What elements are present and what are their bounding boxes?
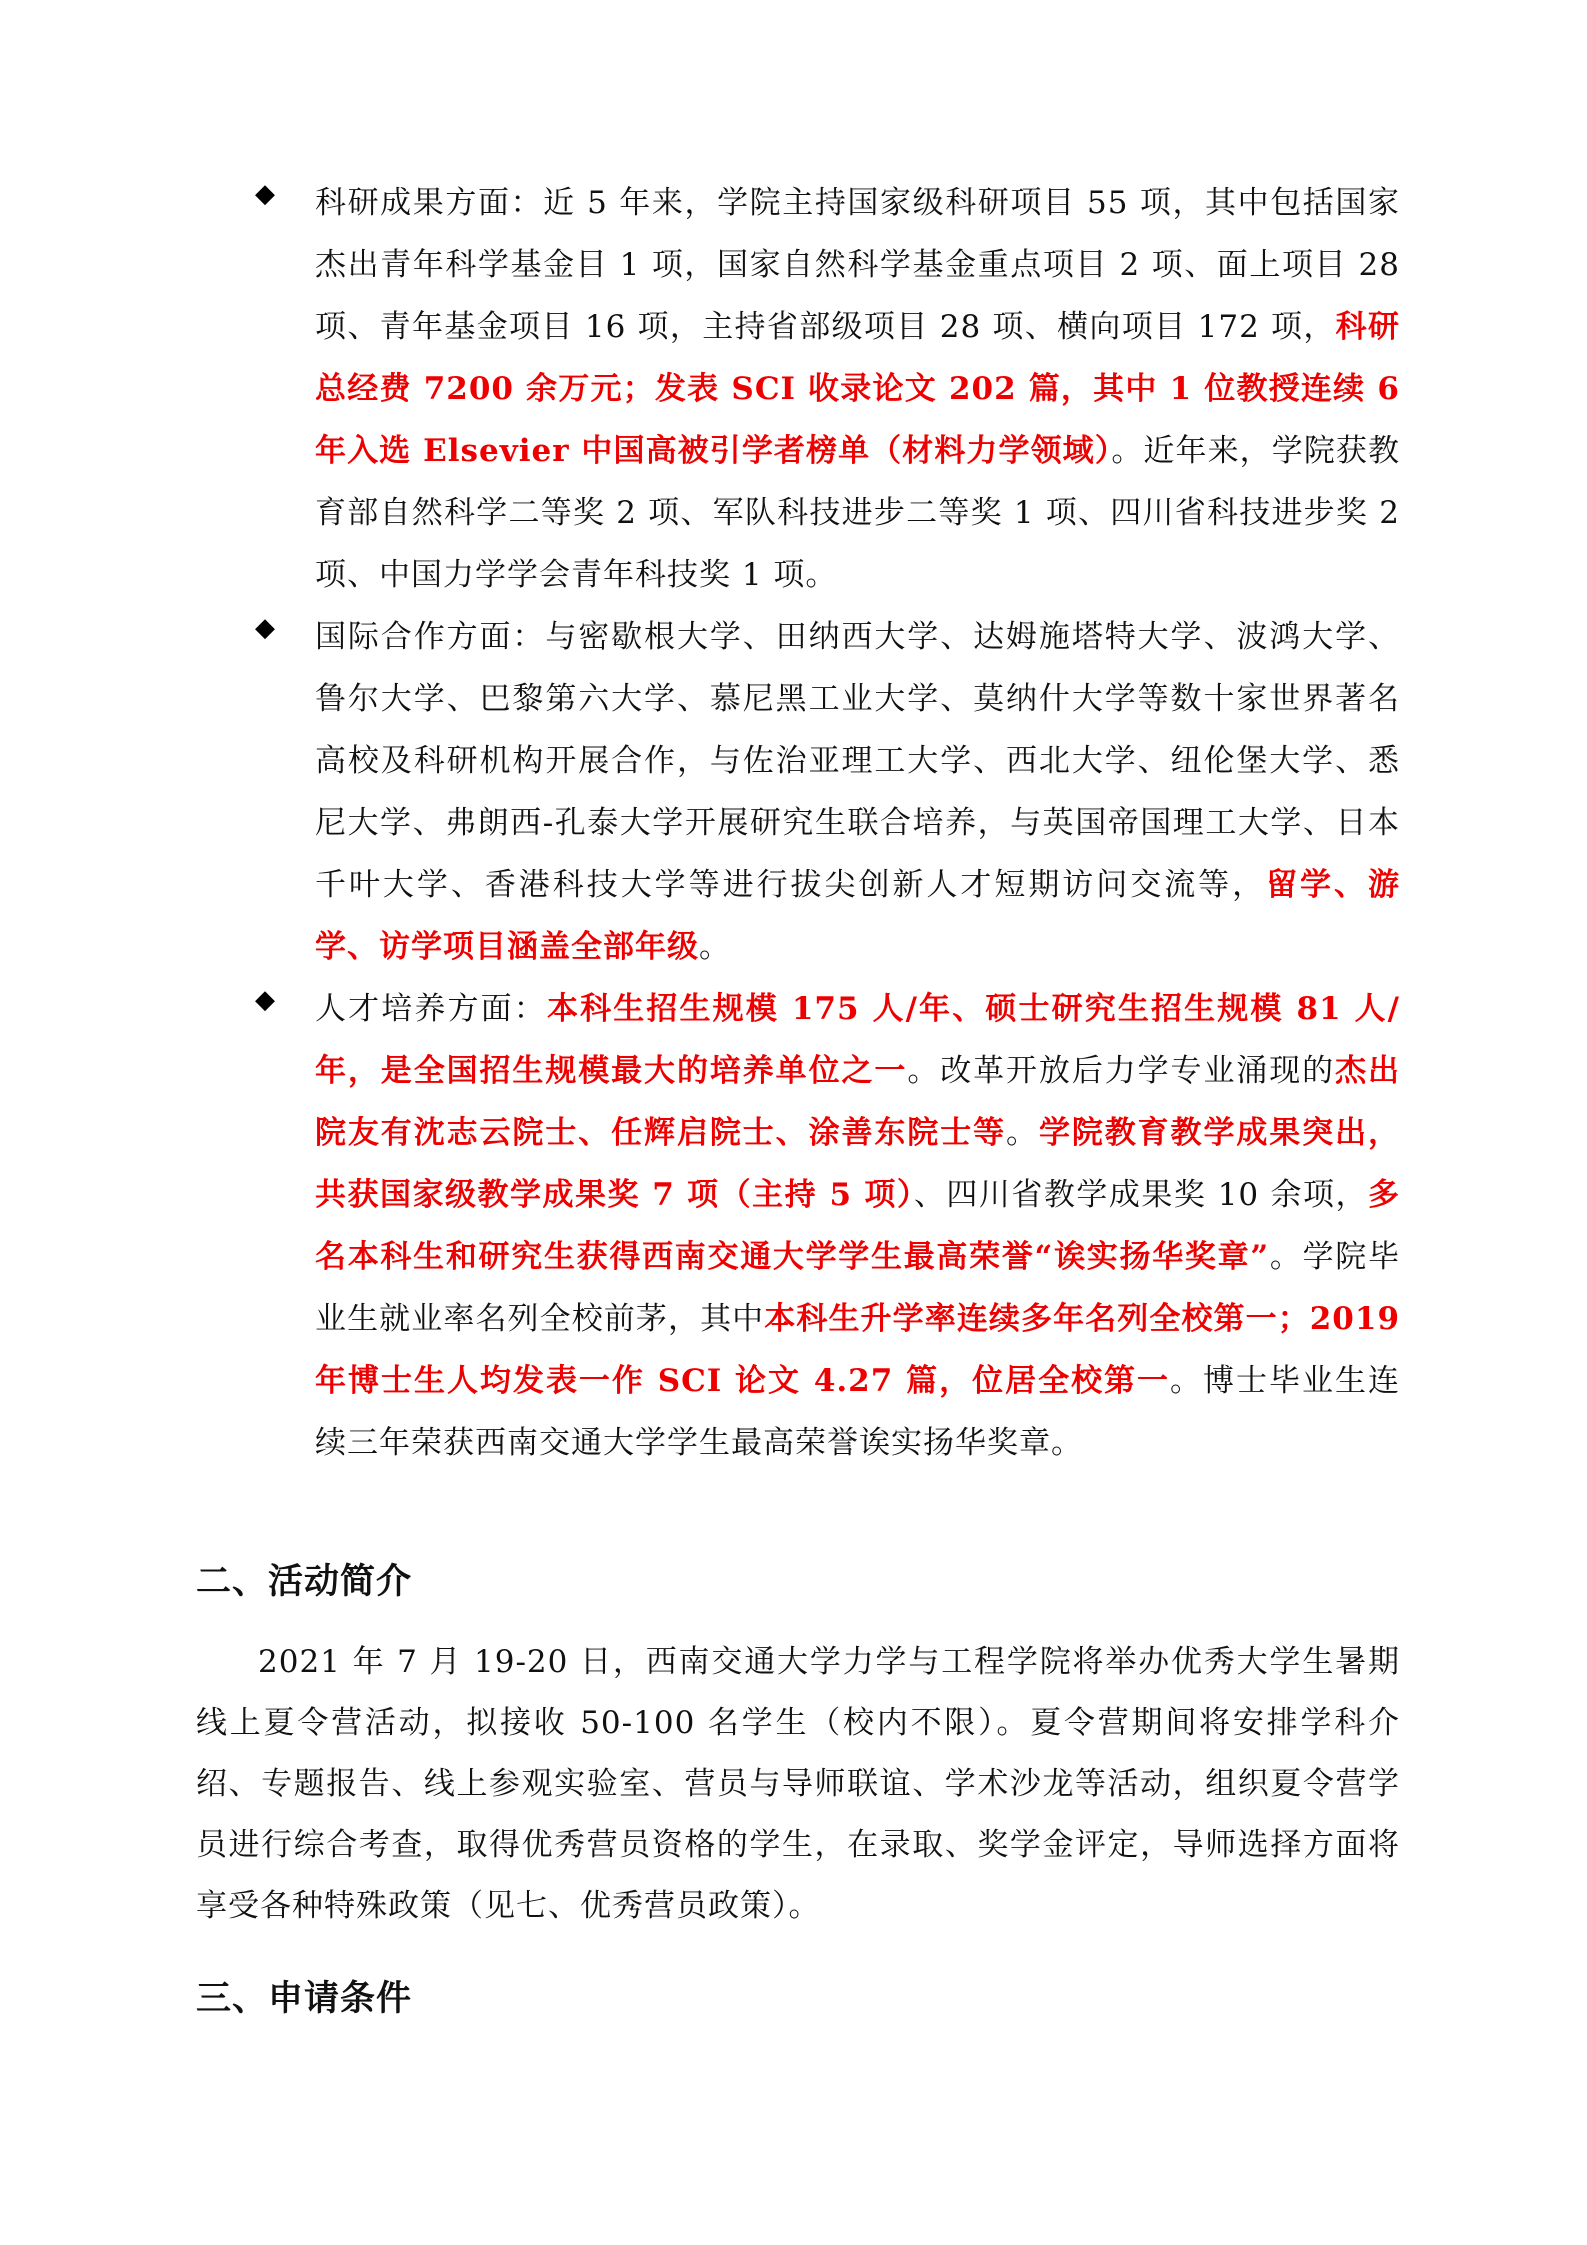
talent-text-part-4: 、四川省教学成果奖 10 余项， [913,1177,1368,1213]
international-text-part-2: 。 [699,929,731,965]
research-text-part-2: 。近年来，学院获教育部自然科学二等奖 2 项、军队科技进步二等奖 1 项、四川省科技进步奖 2 项、中国力学学会青年科技奖 1 项。 [315,433,1401,593]
section-heading-activity-intro: 二、活动简介 [196,1562,413,1602]
research-highlight-funding: 科研总经费 7200 余万元；发表 SCI 收录论文 202 篇，其中 1 位教授连续 6 年入选 Elsevier 中国高被引学者榜单（材料力学领域） [315,309,1401,469]
bullet-talent-text [315,978,1400,1474]
talent-highlight-graduation-rates: 本科生升学率连续多年名列全校第一；2019 年博士生人均发表一作 SCI 论文 4.27 篇，位居全校第一 [315,1301,1401,1399]
international-highlight-programs: 留学、游学、访学项目涵盖全部年级 [315,867,1400,965]
talent-highlight-honor-medal: 多名本科生和研究生获得西南交通大学学生最高荣誉“诶实扬华奖章” [315,1177,1400,1275]
talent-highlight-enrollment: 本科生招生规模 175 人/年、硕士研究生招生规模 81 人/年，是全国招生规模最大的培养单位之一 [315,991,1400,1089]
bullet-international-cooperation [255,606,1400,978]
bullet-research-results [255,172,1400,606]
bullet-research-text [315,172,1400,606]
diamond-bullet-icon: ◆ [255,613,275,643]
talent-text-part-2: 。改革开放后力学专业涌现的 [907,1053,1336,1089]
section-heading-application-requirements: 三、申请条件 [196,1979,413,2019]
diamond-bullet-icon: ◆ [255,985,275,1015]
talent-text-part-5: 。学院毕业生就业率名列全校前茅，其中 [315,1239,1400,1337]
research-text-part-1: 科研成果方面：近 5 年来，学院主持国家级科研项目 55 项，其中包括国家杰出青年科学基金目 1 项，国家自然科学基金重点项目 2 项、面上项目 28 项、青年基金项目 16 项，主持省部级项目 28 项、横向项目 172 项， [315,185,1400,345]
international-text-part-1: 国际合作方面：与密歇根大学、田纳西大学、达姆施塔特大学、波鸿大学、鲁尔大学、巴黎第六大学、慕尼黑工业大学、莫纳什大学等数十家世界著名高校及科研机构开展合作，与佐治亚理工大学、西北大学、纽伦堡大学、悉尼大学、弗朗西-孔泰大学开展研究生联合培养，与英国帝国理工大学、日本千叶大学、香港科技大学等进行拔尖创新人才短期访问交流等， [315,619,1400,903]
bullet-international-text [315,606,1400,978]
bullet-talent-cultivation [255,978,1400,1474]
diamond-bullet-icon: ◆ [255,179,275,209]
talent-text-part-1: 人才培养方面： [315,991,547,1027]
talent-highlight-teaching-awards: 学院教育教学成果突出，共获国家级教学成果奖 7 项（主持 5 项） [315,1115,1400,1213]
activity-intro-paragraph: 2021 年 7 月 19-20 日，西南交通大学力学与工程学院将举办优秀大学生暑期线上夏令营活动，拟接收 50-100 名学生（校内不限）。夏令营期间将安排学科介绍、专题报告、线上参观实验室、营员与导师联谊、学术沙龙等活动，组织夏令营学员进行综合考查，取得优秀营员资格的学生，在录取、奖学金评定，导师选择方面将享受各种特殊政策（见七、优秀营员政策）。 [196,1644,1400,1924]
talent-text-part-3: 。 [1006,1115,1039,1151]
talent-text-part-6: 。博士毕业生连续三年荣获西南交通大学学生最高荣誉诶实扬华奖章。 [315,1363,1400,1461]
talent-highlight-alumni: 杰出院友有沈志云院士、任辉启院士、涂善东院士等 [315,1053,1400,1151]
